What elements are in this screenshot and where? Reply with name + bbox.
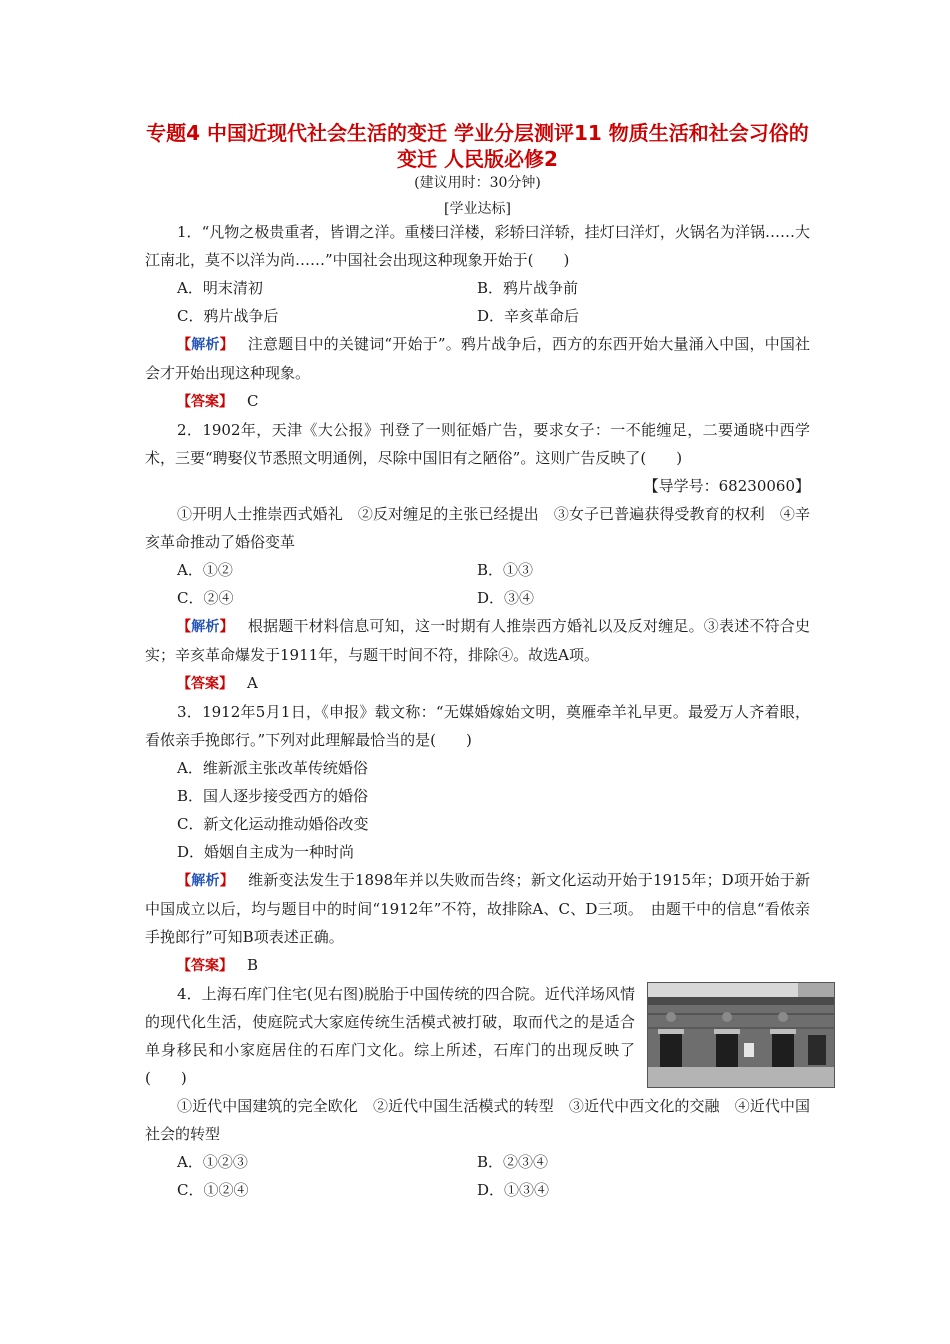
option-b: B．鸦片战争前 <box>477 279 579 297</box>
question-text: 1．“凡物之极贵重者，皆谓之洋。重楼曰洋楼，彩轿曰洋轿，挂灯曰洋灯，火锅名为洋锅……大江南北，莫不以洋为尚……”中国社会出现这种现象开始于( ) <box>145 223 810 269</box>
shikumen-building-image <box>648 983 834 1087</box>
analysis: 【解析】 根据题干材料信息可知，这一时期有人推崇西方婚礼以及反对缠足。③表述不符合史实；辛亥革命爆发于1911年，与题干时间不符，排除④。故选A项。 <box>145 617 811 664</box>
option-a: A．①②③ <box>177 1153 248 1171</box>
analysis: 【解析】 注意题目中的关键词“开始于”。鸦片战争后，西方的东西开始大量涌入中国，中国社会才开始出现这种现象。 <box>145 335 811 382</box>
answer: 【答案】 A <box>177 674 258 692</box>
question-text: 2．1902年，天津《大公报》刊登了一则征婚广告，要求女子：一不能缠足，二要通晓中西学术，三要“聘娶仪节悉照文明通例，尽除中国旧有之陋俗”。这则广告反映了( ) <box>145 421 810 467</box>
document-page <box>145 120 810 1204</box>
option-a: A．明末清初 <box>177 279 263 297</box>
option-b: B．①③ <box>477 561 534 579</box>
question-text: 4．上海石库门住宅(见右图)脱胎于中国传统的四合院。近代洋场风情的现代化生活，使庭院式大家庭传统生活模式被打破，取而代之的是适合单身移民和小家庭居住的石库门文化。综上所述，石库门的出现反映了( ) <box>145 985 635 1087</box>
option-c: C．①②④ <box>177 1181 249 1199</box>
time-note: (建议用时：30分钟) <box>414 175 541 191</box>
answer: 【答案】 C <box>177 392 259 410</box>
question-2 <box>145 416 810 698</box>
answer-tag: 【答案】 <box>177 394 233 410</box>
option-a: A．①② <box>177 561 233 579</box>
option-d: D．①③④ <box>477 1181 550 1199</box>
answer-tag: 【答案】 <box>177 958 233 974</box>
statement-items: ①近代中国建筑的完全欧化 ②近代中国生活模式的转型 ③近代中西文化的交融 ④近代中国社会的转型 <box>145 1097 810 1143</box>
answer: 【答案】 B <box>177 956 259 974</box>
question-4 <box>145 980 810 1204</box>
option-c: C．新文化运动推动婚俗改变 <box>177 815 369 833</box>
analysis: 【解析】 维新变法发生于1898年并以失败而告终；新文化运动开始于1915年；D项开始于新中国成立以后，均与题目中的时间“1912年”不符，故排除A、C、D三项。 由题干中的信息“看侬亲手挽郎行”可知B项表述正确。 <box>145 871 811 946</box>
answer-tag: 【答案】 <box>177 676 233 692</box>
option-c: C．②④ <box>177 589 234 607</box>
option-d: D．辛亥革命后 <box>477 307 580 325</box>
option-b: B．②③④ <box>477 1153 549 1171</box>
analysis-tag: 【解析】 <box>177 619 234 635</box>
document-title: 专题4 中国近现代社会生活的变迁 学业分层测评11 物质生活和社会习俗的变迁 人民版必修2 <box>146 121 809 171</box>
analysis-tag: 【解析】 <box>177 873 235 889</box>
option-b: B．国人逐步接受西方的婚俗 <box>177 787 369 805</box>
question-text: 3．1912年5月1日，《申报》载文称：“无媒婚嫁始文明，奠雁牵羊礼早更。最爱万人齐着眼，看侬亲手挽郎行。”下列对此理解最恰当的是( ) <box>145 703 811 749</box>
shikumen-photo <box>647 982 835 1088</box>
question-1 <box>145 218 810 416</box>
option-d: D．③④ <box>477 589 535 607</box>
option-row <box>145 1176 810 1204</box>
option-row <box>145 584 810 612</box>
option-row <box>145 302 810 330</box>
option-row <box>145 1148 810 1176</box>
question-3 <box>145 698 810 980</box>
option-c: C．鸦片战争后 <box>177 307 279 325</box>
statement-items: ①开明人士推崇西式婚礼 ②反对缠足的主张已经提出 ③女子已普遍获得受教育的权利 ④辛亥革命推动了婚俗变革 <box>145 505 810 551</box>
option-a: A．维新派主张改革传统婚俗 <box>177 759 368 777</box>
section-heading: [学业达标] <box>444 201 511 217</box>
option-row <box>145 556 810 584</box>
option-d: D．婚姻自主成为一种时尚 <box>177 843 355 861</box>
analysis-tag: 【解析】 <box>177 337 234 353</box>
option-row <box>145 274 810 302</box>
reference-number: 【导学号：68230060】 <box>643 477 810 495</box>
